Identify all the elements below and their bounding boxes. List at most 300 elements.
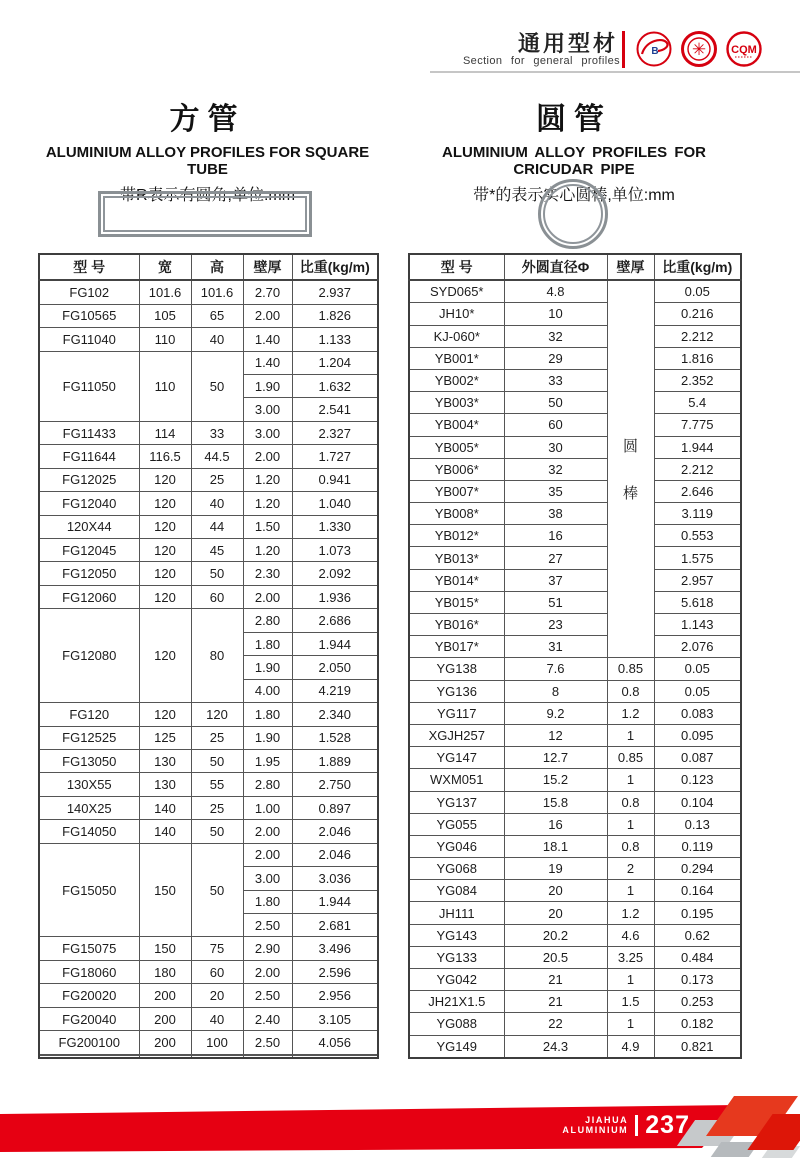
thickness-cell: 1.2 [607, 902, 654, 924]
table-row [39, 304, 378, 327]
height-cell: 60 [191, 960, 243, 983]
solid-bar-char: 圆 [622, 438, 638, 456]
weight-cell: 0.119 [654, 835, 741, 857]
table-row [409, 902, 741, 924]
weight-cell: 2.646 [654, 480, 741, 502]
thickness-cell: 2.00 [243, 820, 292, 843]
weight-cell: 2.686 [292, 609, 378, 632]
table-row [409, 946, 741, 968]
height-cell: 25 [191, 796, 243, 819]
width-cell: 200 [139, 1007, 191, 1030]
weight-cell: 4.056 [292, 1031, 378, 1054]
height-cell: 55 [191, 773, 243, 796]
table-row [409, 1013, 741, 1035]
height-cell: 45 [191, 539, 243, 562]
model-cell: FG13050 [39, 749, 139, 772]
thickness-cell: 3.25 [607, 946, 654, 968]
table-row [409, 369, 741, 391]
table-row [409, 769, 741, 791]
width-cell: 125 [139, 726, 191, 749]
thickness-cell: 2.90 [243, 937, 292, 960]
table-row [39, 749, 378, 772]
model-cell: YB002* [409, 369, 504, 391]
weight-cell: 0.216 [654, 303, 741, 325]
weight-cell: 3.036 [292, 867, 378, 890]
table-row [409, 392, 741, 414]
thickness-cell: 1.50 [243, 515, 292, 538]
weight-cell: 2.092 [292, 562, 378, 585]
table-row [409, 835, 741, 857]
diameter-cell: 38 [504, 503, 607, 525]
table-row [39, 843, 378, 866]
model-cell: FG20020 [39, 984, 139, 1007]
table-row [39, 562, 378, 585]
weight-cell: 1.632 [292, 374, 378, 397]
footer-decorative-shapes [680, 1090, 800, 1167]
diameter-cell: 21 [504, 991, 607, 1013]
column-header: 壁厚 [243, 254, 292, 280]
weight-cell: 0.253 [654, 991, 741, 1013]
diameter-cell: 29 [504, 347, 607, 369]
thickness-cell: 1.20 [243, 492, 292, 515]
thickness-cell: 0.8 [607, 680, 654, 702]
width-cell: 120 [139, 585, 191, 608]
model-cell: FG11433 [39, 421, 139, 444]
diameter-cell: 22 [504, 1013, 607, 1035]
weight-cell: 2.212 [654, 325, 741, 347]
table-row [409, 503, 741, 525]
height-cell: 50 [191, 843, 243, 937]
thickness-cell: 1.95 [243, 749, 292, 772]
weight-cell: 0.104 [654, 791, 741, 813]
table-row [39, 351, 378, 374]
thickness-cell: 1.2 [607, 702, 654, 724]
height-cell: 44 [191, 515, 243, 538]
height-cell: 20 [191, 984, 243, 1007]
table-row [409, 325, 741, 347]
model-cell: YB008* [409, 503, 504, 525]
height-cell: 40 [191, 492, 243, 515]
table-row [39, 468, 378, 491]
model-cell: YG137 [409, 791, 504, 813]
weight-cell: 0.05 [654, 658, 741, 680]
thickness-cell: 1 [607, 724, 654, 746]
table-row [409, 658, 741, 680]
table-row [409, 591, 741, 613]
diameter-cell: 32 [504, 325, 607, 347]
diameter-cell: 51 [504, 591, 607, 613]
diameter-cell: 35 [504, 480, 607, 502]
weight-cell: 1.528 [292, 726, 378, 749]
table-row [39, 585, 378, 608]
weight-cell: 2.681 [292, 914, 378, 937]
diameter-cell: 31 [504, 636, 607, 658]
column-header: 外圆直径Φ [504, 254, 607, 280]
diameter-cell: 9.2 [504, 702, 607, 724]
thickness-cell: 1.90 [243, 656, 292, 679]
model-cell: KJ-060* [409, 325, 504, 347]
thickness-cell: 2.50 [243, 1031, 292, 1054]
square-tube-note: 带R表示有圆角,单位:mm [119, 187, 296, 204]
table-row [409, 724, 741, 746]
height-cell: 65 [191, 304, 243, 327]
weight-cell: 1.826 [292, 304, 378, 327]
weight-cell: 1.575 [654, 547, 741, 569]
weight-cell: 2.596 [292, 960, 378, 983]
height-cell: 44.5 [191, 445, 243, 468]
weight-cell: 1.143 [654, 614, 741, 636]
thickness-cell: 0.85 [607, 658, 654, 680]
solid-bar-label [608, 435, 654, 503]
cqm-logo-icon [726, 31, 762, 67]
model-cell: YB005* [409, 436, 504, 458]
table-row [39, 609, 378, 632]
model-cell: YB006* [409, 458, 504, 480]
diameter-cell: 16 [504, 525, 607, 547]
diameter-cell: 20.2 [504, 924, 607, 946]
diameter-cell: 24.3 [504, 1035, 607, 1058]
table-row [409, 1035, 741, 1058]
width-cell: 150 [139, 937, 191, 960]
footer-brand-line1: JIAHUA [585, 1115, 629, 1125]
svg-text:B: B [651, 46, 659, 57]
diameter-cell: 10 [504, 303, 607, 325]
table-row [39, 1007, 378, 1030]
weight-cell: 2.046 [292, 820, 378, 843]
table-row [39, 515, 378, 538]
weight-cell: 1.936 [292, 585, 378, 608]
quality-seal-logo-icon [681, 31, 717, 67]
height-cell: 33 [191, 421, 243, 444]
model-cell: FG11040 [39, 328, 139, 351]
table-row [409, 858, 741, 880]
model-cell: YG147 [409, 747, 504, 769]
width-cell: 120 [139, 562, 191, 585]
model-cell: YB003* [409, 392, 504, 414]
thickness-cell: 0.8 [607, 835, 654, 857]
thickness-cell: 1 [607, 769, 654, 791]
model-cell: YB004* [409, 414, 504, 436]
diameter-cell: 37 [504, 569, 607, 591]
model-cell: YG068 [409, 858, 504, 880]
width-cell: 116.5 [139, 445, 191, 468]
thickness-cell: 1 [607, 969, 654, 991]
thickness-cell: 1.20 [243, 539, 292, 562]
solid-bar-char: 棒 [622, 485, 638, 503]
diameter-cell: 7.6 [504, 658, 607, 680]
thickness-cell: 2 [607, 858, 654, 880]
table-row [409, 280, 741, 303]
model-cell: JH21X1.5 [409, 991, 504, 1013]
model-cell: YG084 [409, 880, 504, 902]
height-cell: 40 [191, 1007, 243, 1030]
model-cell: FG12025 [39, 468, 139, 491]
diameter-cell: 30 [504, 436, 607, 458]
height-cell: 60 [191, 585, 243, 608]
weight-cell: 1.816 [654, 347, 741, 369]
model-cell: YG138 [409, 658, 504, 680]
weight-cell: 2.352 [654, 369, 741, 391]
weight-cell [292, 1056, 378, 1058]
page-number: 237 [645, 1110, 690, 1139]
svg-text:✳: ✳ [691, 40, 707, 60]
column-header: 宽 [139, 254, 191, 280]
table-row [39, 539, 378, 562]
weight-cell: 2.050 [292, 656, 378, 679]
table-row [39, 445, 378, 468]
width-cell: 140 [139, 796, 191, 819]
round-pipe-data-table [408, 253, 742, 1059]
footer-brand-name [562, 1115, 628, 1135]
weight-cell: 0.164 [654, 880, 741, 902]
model-cell: YB007* [409, 480, 504, 502]
height-cell: 75 [191, 937, 243, 960]
weight-cell: 0.095 [654, 724, 741, 746]
gb-certification-logo-icon [636, 31, 672, 67]
weight-cell: 2.076 [654, 636, 741, 658]
width-cell: 114 [139, 421, 191, 444]
model-cell: YG042 [409, 969, 504, 991]
diameter-cell: 20 [504, 880, 607, 902]
model-cell: FG10565 [39, 304, 139, 327]
diameter-cell: 20.5 [504, 946, 607, 968]
round-pipe-table [408, 253, 740, 1059]
model-cell: SYD065* [409, 280, 504, 303]
model-cell: YB014* [409, 569, 504, 591]
weight-cell: 1.944 [292, 890, 378, 913]
weight-cell: 0.941 [292, 468, 378, 491]
weight-cell: 2.957 [654, 569, 741, 591]
table-row [39, 796, 378, 819]
model-cell: YB013* [409, 547, 504, 569]
model-cell: WXM051 [409, 769, 504, 791]
weight-cell: 2.046 [292, 843, 378, 866]
width-cell: 200 [139, 984, 191, 1007]
weight-cell: 0.13 [654, 813, 741, 835]
model-cell: YB017* [409, 636, 504, 658]
thickness-cell: 1.80 [243, 632, 292, 655]
width-cell: 130 [139, 749, 191, 772]
weight-cell: 2.937 [292, 280, 378, 304]
thickness-cell: 4.9 [607, 1035, 654, 1058]
thickness-cell: 1 [607, 1013, 654, 1035]
width-cell: 110 [139, 351, 191, 421]
thickness-cell: 1.80 [243, 890, 292, 913]
model-cell: FG120 [39, 703, 139, 726]
weight-cell: 1.204 [292, 351, 378, 374]
width-cell: 110 [139, 328, 191, 351]
round-pipe-note: 带*的表示实心圆棒,单位:mm [473, 187, 675, 204]
column-header: 型 号 [409, 254, 504, 280]
round-pipe-inner-wall [543, 184, 603, 244]
column-header: 比重(kg/m) [654, 254, 741, 280]
model-cell: FG12040 [39, 492, 139, 515]
weight-cell: 0.087 [654, 747, 741, 769]
thickness-cell [243, 1056, 292, 1058]
thickness-cell: 2.00 [243, 585, 292, 608]
weight-cell: 1.889 [292, 749, 378, 772]
height-cell: 120 [191, 703, 243, 726]
square-tube-title-en: ALUMINIUM ALLOY PROFILES FOR SQUARE TUBE [45, 144, 370, 178]
weight-cell: 0.62 [654, 924, 741, 946]
thickness-cell: 1.00 [243, 796, 292, 819]
model-cell: YG088 [409, 1013, 504, 1035]
header-rule [430, 71, 800, 73]
model-cell: YB001* [409, 347, 504, 369]
model-cell: 120X44 [39, 515, 139, 538]
weight-cell: 3.105 [292, 1007, 378, 1030]
model-cell: YG133 [409, 946, 504, 968]
thickness-cell: 2.30 [243, 562, 292, 585]
diameter-cell: 27 [504, 547, 607, 569]
square-tube-table [38, 253, 377, 1059]
height-cell: 40 [191, 328, 243, 351]
table-row [409, 458, 741, 480]
thickness-cell: 0.85 [607, 747, 654, 769]
model-cell: FG12080 [39, 609, 139, 703]
model-cell: FG14050 [39, 820, 139, 843]
table-row [39, 984, 378, 1007]
thickness-cell: 1.40 [243, 328, 292, 351]
diameter-cell: 20 [504, 902, 607, 924]
model-cell: FG15075 [39, 937, 139, 960]
weight-cell: 0.083 [654, 702, 741, 724]
thickness-cell: 1.90 [243, 726, 292, 749]
table-row [409, 547, 741, 569]
thickness-cell: 3.00 [243, 398, 292, 421]
table-row [409, 791, 741, 813]
diameter-cell: 4.8 [504, 280, 607, 303]
weight-cell: 1.330 [292, 515, 378, 538]
weight-cell: 0.173 [654, 969, 741, 991]
table-row [39, 937, 378, 960]
weight-cell: 0.484 [654, 946, 741, 968]
model-cell: FG18060 [39, 960, 139, 983]
round-pipe-title-cn: 圆管 [536, 103, 612, 136]
width-cell: 120 [139, 703, 191, 726]
weight-cell: 2.541 [292, 398, 378, 421]
table-row [409, 747, 741, 769]
height-cell: 50 [191, 820, 243, 843]
weight-cell: 1.727 [292, 445, 378, 468]
table-row [39, 960, 378, 983]
weight-cell: 0.05 [654, 280, 741, 303]
diameter-cell: 8 [504, 680, 607, 702]
diameter-cell: 19 [504, 858, 607, 880]
width-cell: 120 [139, 492, 191, 515]
square-tube-profile-drawing [98, 191, 312, 237]
weight-cell: 0.821 [654, 1035, 741, 1058]
thickness-cell: 2.50 [243, 984, 292, 1007]
weight-cell: 1.040 [292, 492, 378, 515]
thickness-cell: 2.00 [243, 843, 292, 866]
footer-brand-block [510, 1112, 690, 1138]
diameter-cell: 15.2 [504, 769, 607, 791]
round-pipe-profile-drawing [538, 179, 608, 249]
height-cell: 80 [191, 609, 243, 703]
weight-cell: 1.944 [292, 632, 378, 655]
weight-cell: 0.897 [292, 796, 378, 819]
width-cell: 120 [139, 515, 191, 538]
height-cell: 50 [191, 749, 243, 772]
model-cell: YG117 [409, 702, 504, 724]
diameter-cell: 60 [504, 414, 607, 436]
thickness-cell: 1.90 [243, 374, 292, 397]
model-cell: 140X25 [39, 796, 139, 819]
table-row [409, 569, 741, 591]
width-cell: 120 [139, 609, 191, 703]
solid-bar-cell [607, 280, 654, 658]
model-cell: YG136 [409, 680, 504, 702]
thickness-cell: 4.6 [607, 924, 654, 946]
thickness-cell: 1.5 [607, 991, 654, 1013]
table-row [39, 421, 378, 444]
weight-cell: 2.750 [292, 773, 378, 796]
model-cell [39, 1056, 139, 1058]
thickness-cell: 2.80 [243, 609, 292, 632]
table-row [409, 680, 741, 702]
weight-cell: 0.294 [654, 858, 741, 880]
model-cell: FG12525 [39, 726, 139, 749]
weight-cell: 0.05 [654, 680, 741, 702]
width-cell: 180 [139, 960, 191, 983]
thickness-cell: 1.20 [243, 468, 292, 491]
thickness-cell: 2.00 [243, 445, 292, 468]
table-row [39, 820, 378, 843]
weight-cell: 1.073 [292, 539, 378, 562]
square-tube-title-cn: 方管 [169, 103, 246, 136]
page-title: 通用型材 [517, 31, 618, 56]
table-row [409, 414, 741, 436]
footer-separator [635, 1115, 638, 1136]
table-row [409, 480, 741, 502]
weight-cell: 0.553 [654, 525, 741, 547]
weight-cell: 1.944 [654, 436, 741, 458]
model-cell: FG12050 [39, 562, 139, 585]
table-row [39, 726, 378, 749]
footer-brand-line2: ALUMINIUM [562, 1125, 629, 1135]
model-cell: FG11644 [39, 445, 139, 468]
square-tube-inner-wall [103, 196, 307, 232]
square-tube-data-table [38, 253, 379, 1059]
table-row [409, 347, 741, 369]
thickness-cell: 2.00 [243, 304, 292, 327]
weight-cell: 5.4 [654, 392, 741, 414]
thickness-cell: 1.40 [243, 351, 292, 374]
thickness-cell: 2.40 [243, 1007, 292, 1030]
width-cell: 150 [139, 843, 191, 937]
table-header-row [39, 254, 378, 280]
table-row [409, 880, 741, 902]
width-cell: 120 [139, 468, 191, 491]
model-cell: FG11050 [39, 351, 139, 421]
model-cell: YB012* [409, 525, 504, 547]
model-cell: FG102 [39, 280, 139, 304]
thickness-cell: 3.00 [243, 421, 292, 444]
height-cell: 25 [191, 468, 243, 491]
weight-cell: 7.775 [654, 414, 741, 436]
header-divider [622, 31, 625, 68]
model-cell: FG12060 [39, 585, 139, 608]
height-cell: 50 [191, 562, 243, 585]
height-cell: 25 [191, 726, 243, 749]
model-cell: YG143 [409, 924, 504, 946]
table-row [409, 813, 741, 835]
table-row [409, 702, 741, 724]
model-cell: YG149 [409, 1035, 504, 1058]
table-row [39, 1056, 378, 1058]
thickness-cell: 1 [607, 880, 654, 902]
